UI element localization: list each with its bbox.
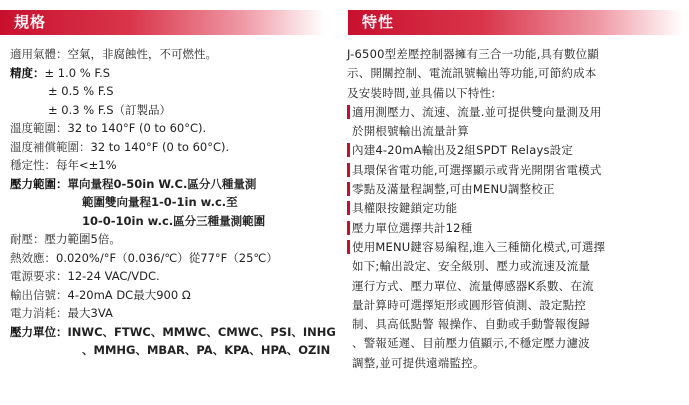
spec-label: 壓力單位： [10, 324, 68, 339]
feature-text: 、警報延遲、目前壓力值顯示,不穩定壓力濾波 [352, 336, 590, 351]
spec-row [10, 101, 340, 120]
spec-list [10, 45, 340, 360]
spec-label: 適用氣體： [10, 47, 68, 61]
feature-item-line [347, 238, 685, 257]
feature-text: 量計算時可選擇矩形或圓形管偵測、設定點控 [352, 297, 586, 312]
spec-row [10, 341, 340, 360]
spec-value: INWC、FTWC、MMWC、CMWC、PSI、INHG [67, 324, 336, 339]
features-intro-line: J-6500型差壓控制器擁有三合一功能,具有數位顯 [347, 47, 600, 61]
spec-label: 電力消耗： [10, 306, 68, 320]
feature-bullet-icon [347, 105, 350, 119]
feature-item-line [347, 277, 685, 296]
spec-row [10, 286, 340, 305]
spec-label: 溫度補償範圍： [10, 139, 91, 154]
spec-row [10, 45, 340, 64]
features-header: 特性 [348, 10, 683, 35]
feature-item-line [347, 199, 685, 218]
spec-row [10, 249, 340, 268]
feature-bullet-icon [347, 143, 350, 157]
spec-value: 32 to 140°F (0 to 60°C). [90, 139, 230, 154]
feature-item-line [347, 180, 685, 199]
feature-bullet-icon [347, 221, 350, 235]
spec-value: 壓力範圍5倍。 [44, 232, 121, 246]
feature-item-line [347, 103, 685, 122]
feature-text: 調整,並可提供遠端監控。 [352, 355, 485, 370]
spec-row [10, 212, 340, 231]
spec-value: ± 1.0 % F.S [44, 65, 111, 80]
spec-row [10, 175, 340, 194]
spec-label: 熱效應： [10, 250, 56, 265]
features-intro-line: 示、開關控制、電流訊號輸出等功能,可節約成本 [347, 66, 597, 81]
spec-value: 32 to 140°F (0 to 60°C). [67, 121, 207, 135]
spec-value: 每年<±1% [56, 158, 117, 172]
feature-text: 適用測壓力、流速、流量.並可提供雙向量測及用 [352, 104, 602, 119]
spec-value: 空氣，非腐蝕性，不可燃性。 [67, 47, 217, 61]
feature-item-line [347, 161, 685, 180]
feature-bullet-icon [347, 240, 350, 254]
spec-value: ± 0.3 % F.S（訂製品） [48, 102, 172, 117]
spec-label: 壓力範圍： [10, 176, 68, 191]
spec-row [10, 230, 340, 249]
spec-row [10, 304, 340, 323]
feature-item-line [347, 122, 685, 141]
feature-text: 內建4-20mA輸出及2組SPDT Relays設定 [352, 143, 574, 158]
feature-text: 如下;輸出設定、安全級別、壓力或流速及流量 [352, 259, 591, 274]
spec-row [10, 193, 340, 212]
spec-value: 12-24 VAC/VDC. [67, 269, 160, 283]
feature-text: 運行方式、壓力單位、流量傳感器K系數、在流 [352, 278, 594, 293]
spec-value: 範圍雙向量程1-0-1in w.c.至 [82, 195, 238, 209]
feature-text: 使用MENU鍵容易編程,進入三種簡化模式,可選擇 [352, 239, 606, 254]
spec-row [10, 156, 340, 175]
feature-text: 制、具高低點警 報操作、自動或手動警報復歸 [352, 317, 590, 332]
feature-bullet-icon [347, 163, 350, 177]
feature-item-line [347, 334, 685, 353]
spec-header: 規格 [0, 10, 325, 35]
feature-item-line [347, 141, 685, 160]
spec-row [10, 267, 340, 286]
spec-value: 單向量程0-50in W.C.區分八種量測 [67, 176, 257, 191]
spec-row [10, 323, 340, 342]
feature-text: 具權限按鍵鎖定功能 [352, 201, 458, 216]
feature-item-line [347, 315, 685, 334]
feature-text: 零點及滿量程調整,可由MENU調整校正 [352, 182, 555, 197]
spec-row [10, 82, 340, 101]
feature-text: 壓力單位選擇共計12種 [352, 220, 473, 235]
feature-item-line [347, 354, 685, 373]
feature-item-line [347, 296, 685, 315]
feature-item-line [347, 219, 685, 238]
spec-row [10, 138, 340, 157]
spec-label: 輸出信號： [10, 287, 68, 302]
spec-label: 電源要求： [10, 269, 68, 283]
feature-bullet-icon [347, 201, 350, 215]
spec-value: 最大3VA [67, 306, 113, 320]
features-intro-line: 及安裝時間,並具備以下特性: [347, 85, 496, 100]
feature-bullet-icon [347, 182, 350, 196]
spec-value: 0.020%/°F（0.036/℃）從77°F（25℃） [56, 250, 278, 265]
spec-label: 精度： [10, 65, 45, 80]
spec-label: 耐壓： [10, 232, 45, 246]
features-list [347, 45, 685, 373]
spec-label: 溫度範圍： [10, 121, 68, 135]
spec-row [10, 119, 340, 138]
feature-item-line [347, 257, 685, 276]
spec-value: 10-0-10in w.c.區分三種量測範圍 [82, 213, 266, 228]
spec-value: 、MMHG、MBAR、PA、KPA、HPA、OZIN [82, 343, 331, 357]
spec-value: ± 0.5 % F.S [48, 84, 114, 98]
spec-label: 穩定性： [10, 158, 56, 172]
spec-row [10, 64, 340, 83]
feature-text: 具環保省電功能,可選擇顯示或背光開閉省電模式 [352, 162, 602, 177]
spec-value: 4-20mA DC最大900 Ω [67, 287, 191, 302]
feature-text: 於開根號輸出流量計算 [352, 124, 469, 139]
